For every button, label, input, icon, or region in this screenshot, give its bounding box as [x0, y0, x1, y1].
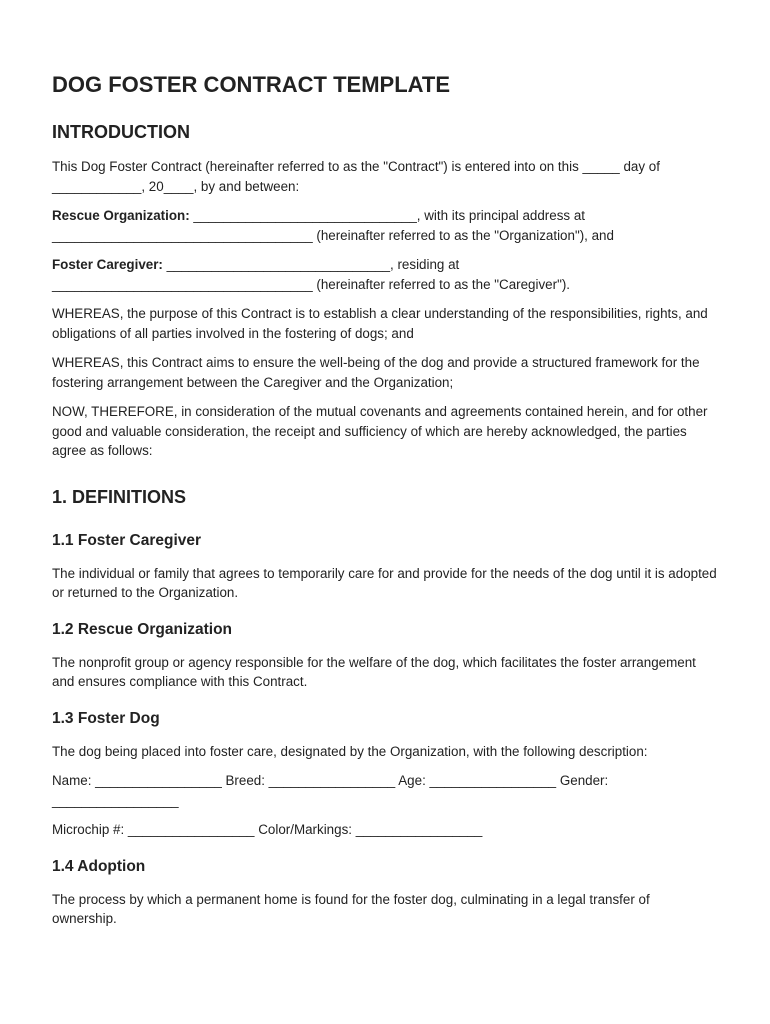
foster-dog-definition: The dog being placed into foster care, designated by the Organization, with the following description:: [52, 743, 648, 759]
introduction-heading: INTRODUCTION: [52, 122, 190, 142]
foster-dog-heading: 1.3 Foster Dog: [52, 709, 160, 727]
rescue-organization-heading: 1.2 Rescue Organization: [52, 620, 233, 638]
rescue-organization-paragraph: [52, 206, 718, 245]
foster-caregiver-paragraph: [52, 255, 718, 294]
intro-paragraph: This Dog Foster Contract (hereinafter referred to as the "Contract") is entered into on this _____ day of ____________, 20____, by and between:: [52, 159, 660, 194]
rescue-organization-label: Rescue Organization:: [52, 208, 190, 223]
foster-dog-fields-line-2: Microchip #: _________________ Color/Markings: _________________: [52, 822, 483, 837]
introduction-section: [52, 122, 718, 461]
definition-adoption: [52, 858, 718, 929]
document-title: DOG FOSTER CONTRACT TEMPLATE: [52, 72, 451, 97]
whereas-paragraph-1: WHEREAS, the purpose of this Contract is to establish a clear understanding of the responsibilities, rights, and obligations of all parties involved in the fostering of dogs; and: [52, 306, 708, 341]
rescue-organization-definition: The nonprofit group or agency responsible for the welfare of the dog, which facilitates the foster arrangement and ensures compliance with this Contract.: [52, 654, 696, 689]
foster-caregiver-label: Foster Caregiver:: [52, 257, 163, 272]
rescue-organization-text: ______________________________, with its principal address at ___________________________________ (hereinafter referred to as the "Organization"), and: [52, 208, 614, 243]
adoption-heading: 1.4 Adoption: [52, 857, 146, 875]
definitions-heading: 1. DEFINITIONS: [52, 486, 187, 507]
definition-foster-dog: [52, 710, 718, 840]
definition-foster-caregiver: [52, 532, 718, 603]
foster-dog-fields-line-1: Name: _________________ Breed: _________________ Age: _________________ Gender: _________________: [52, 773, 609, 808]
definition-rescue-organization: [52, 621, 718, 692]
definitions-section: [52, 487, 718, 929]
therefore-paragraph: NOW, THEREFORE, in consideration of the mutual covenants and agreements contained herein, and for other good and valuable consideration, the receipt and sufficiency of which are hereby acknowledged, the parties agree as follows:: [52, 404, 708, 458]
foster-caregiver-definition: The individual or family that agrees to temporarily care for and provide for the needs of the dog until it is adopted or returned to the Organization.: [52, 565, 717, 600]
foster-caregiver-text: ______________________________, residing at ___________________________________ (hereinafter referred to as the "Caregiver").: [52, 257, 570, 292]
foster-caregiver-heading: 1.1 Foster Caregiver: [52, 531, 202, 549]
adoption-definition: The process by which a permanent home is found for the foster dog, culminating in a legal transfer of ownership.: [52, 891, 650, 926]
whereas-paragraph-2: WHEREAS, this Contract aims to ensure the well-being of the dog and provide a structured framework for the fostering arrangement between the Caregiver and the Organization;: [52, 355, 700, 390]
